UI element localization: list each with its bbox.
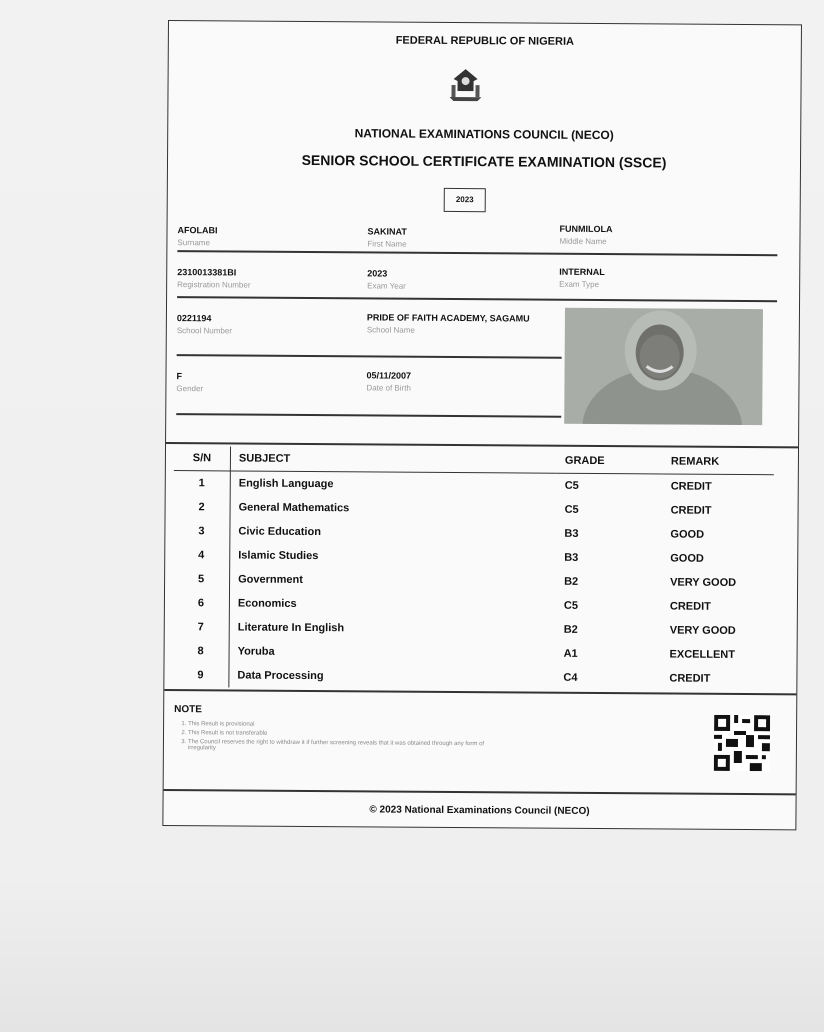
divider — [164, 789, 796, 795]
row-subject: English Language — [238, 477, 334, 491]
school-name-field: PRIDE OF FAITH ACADEMY, SAGAMU School Name — [366, 312, 530, 335]
header-sn: S/N — [174, 446, 231, 471]
dob-field: 05/11/2007 Date of Birth — [366, 370, 412, 393]
row-grade: C4 — [563, 671, 578, 684]
row-sn: 7 — [173, 615, 230, 639]
row-sn: 6 — [173, 591, 230, 615]
results-table — [172, 446, 774, 691]
divider — [177, 250, 777, 256]
row-subject: Yoruba — [237, 645, 275, 658]
row-sn: 1 — [174, 471, 231, 496]
row-remark: GOOD — [670, 528, 705, 541]
registration-number-field: 2310013381BI Registration Number — [177, 267, 251, 290]
row-remark: CREDIT — [670, 480, 712, 493]
exam-type-field: INTERNAL Exam Type — [559, 266, 605, 290]
note-title: NOTE — [174, 704, 203, 716]
school-number-field: 0221194 School Number — [176, 313, 233, 336]
header-grade: GRADE — [557, 449, 663, 474]
row-sn: 5 — [173, 567, 230, 591]
country-title: FEDERAL REPUBLIC OF NIGERIA — [395, 34, 575, 48]
qr-code[interactable] — [714, 715, 770, 776]
row-subject: Data Processing — [237, 669, 324, 683]
header-remark: REMARK — [663, 449, 774, 474]
row-subject: Islamic Studies — [238, 549, 319, 563]
copyright-footer: © 2023 National Examinations Council (NECO) — [369, 804, 590, 817]
row-sn: 9 — [172, 663, 229, 687]
middle-name-field: FUNMILOLA Middle Name — [559, 223, 613, 247]
row-sn: 2 — [174, 495, 231, 519]
row-remark: VERY GOOD — [669, 624, 736, 637]
first-name-field: SAKINAT First Name — [367, 226, 407, 249]
note-item: 2. This Result is not transferable — [188, 730, 498, 738]
row-grade: B3 — [564, 551, 579, 564]
row-subject: Economics — [237, 597, 297, 610]
row-subject: General Mathematics — [238, 501, 350, 515]
exam-year-field: 2023 Exam Year — [367, 268, 406, 291]
row-sn: 3 — [173, 519, 230, 543]
row-remark: CREDIT — [669, 672, 711, 685]
candidate-photo — [564, 308, 763, 425]
row-subject: Literature In English — [237, 621, 345, 635]
exam-title: SENIOR SCHOOL CERTIFICATE EXAMINATION (SSCE) — [301, 151, 667, 171]
row-grade: B2 — [563, 623, 578, 636]
row-grade: C5 — [564, 503, 579, 516]
note-item: 1. This Result is provisional — [188, 721, 498, 729]
row-remark: EXCELLENT — [669, 648, 736, 661]
coat-of-arms-logo — [443, 67, 487, 108]
row-remark: CREDIT — [670, 504, 712, 517]
divider — [177, 354, 562, 358]
row-grade: C5 — [564, 479, 579, 492]
year-box: 2023 — [444, 188, 486, 212]
row-remark: GOOD — [670, 552, 704, 565]
row-subject: Civic Education — [238, 525, 322, 539]
divider — [176, 413, 561, 417]
row-remark: CREDIT — [669, 600, 711, 613]
row-sn: 8 — [173, 639, 230, 663]
row-subject: Government — [238, 573, 303, 586]
row-grade: A1 — [563, 647, 578, 660]
gender-field: F Gender — [176, 371, 204, 394]
row-sn: 4 — [173, 543, 230, 567]
result-document — [162, 20, 802, 830]
row-grade: C5 — [563, 599, 579, 612]
surname-field: AFOLABI Surname — [177, 225, 218, 248]
council-title: NATIONAL EXAMINATIONS COUNCIL (NECO) — [354, 126, 614, 143]
divider — [177, 296, 777, 302]
note-section — [174, 704, 498, 756]
row-grade: B2 — [564, 575, 579, 588]
header-subject: SUBJECT — [230, 446, 557, 473]
row-remark: VERY GOOD — [670, 576, 737, 589]
note-item: 3. The Council reserves the right to withdraw it if further screening reveals that it was obtained through any form of irregularity — [188, 739, 498, 753]
row-grade: B3 — [564, 527, 579, 540]
table-row — [172, 663, 772, 691]
